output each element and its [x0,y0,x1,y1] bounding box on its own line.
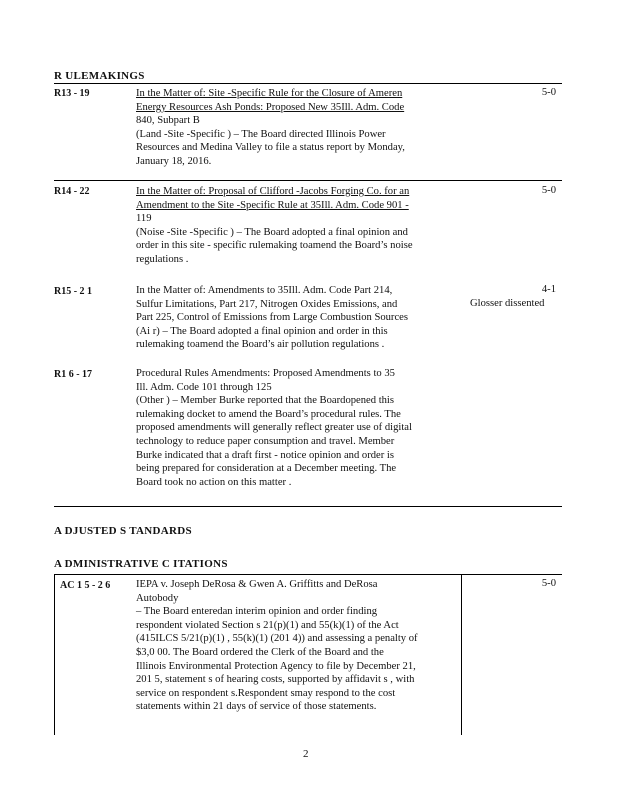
entry-body-line: (415ILCS 5/21(p)(1) , 55(k)(1) (201 4)) and assessing a penalty of [136,633,418,645]
vote-note: Glosser dissented [470,298,545,309]
entry-body-line: order in this site - specific rulemaking toamend the Board’s noise [136,240,413,252]
entry-body-line: technology to reduce paper consumption and travel. Member [136,435,395,447]
entry-body-line: Illinois Environmental Protection Agency to file by December 21, [136,660,416,672]
section-heading-rulemakings: R ULEMAKINGS [54,70,145,82]
entry-body-line: Ill. Adm. Code 101 through 125 [136,381,272,393]
entry-body-line: 201 5, statement s of hearing costs, supported by affidavit s , with [136,674,415,686]
entry-body-line: (Noise -Site -Specific ) – The Board adopted a final opinion and [136,226,408,238]
entry-body-line: 119 [136,213,152,225]
entry-body-line: January 18, 2016. [136,155,212,167]
page-number: 2 [303,748,309,760]
entry-body-line: IEPA v. Joseph DeRosa & Gwen A. Griffitts and DeRosa [136,579,378,590]
entry-body-line: proposed amendments will generally reflect greater use of digital [136,422,412,434]
entry-text [136,578,418,714]
entry-body-line: – The Board enteredan interim opinion and order finding [136,606,378,618]
vote-count: 4-1 [541,284,556,295]
entry-body-line: Board took no action on this matter . [136,476,292,488]
entry-body-line: Procedural Rules Amendments: Proposed Amendments to 35 [136,368,395,379]
section-rule [54,83,562,84]
entry-body-line: $3,0 00. The Board ordered the Clerk of the Board and the [136,646,384,658]
section-rule [54,506,562,507]
docket-number: R15 - 2 1 [54,286,93,297]
entry-body-line: regulations . [136,253,189,265]
entry-body-line: Burke indicated that a draft first - notice opinion and order is [136,449,394,461]
entry-body-line: 840, Subpart B [136,115,200,127]
vote-count: 5-0 [541,185,556,196]
entry-body-line: (Land -Site -Specific ) – The Board directed Illinois Power [136,128,386,140]
entry-text [136,185,413,267]
entry-text [136,367,412,489]
entry-title-line: Amendment to the Site -Specific Rule at 35Ill. Adm. Code 901 - [136,199,409,211]
docket-number: R13 - 19 [54,88,90,99]
entry-body-line: (Ai r) – The Board adopted a final opinion and order in this [136,325,388,337]
docket-number: R14 - 22 [54,186,90,197]
entry-body-line: rulemaking docket to amend the Board’s procedural rules. The [136,408,401,420]
entry-body-line: Resources and Medina Valley to file a status report by Monday, [136,142,405,154]
entry-title-line: Energy Resources Ash Ponds: Proposed New 35Ill. Adm. Code [136,101,405,113]
section-rule [54,574,562,575]
docket-number: R1 6 - 17 [54,369,93,380]
entry-body-line: respondent violated Section s 21(p)(1) and 55(k)(1) of the Act [136,619,399,631]
entry-body-line: Part 225, Control of Emissions from Large Combustion Sources [136,312,408,324]
vote-count: 5-0 [541,578,556,589]
entry-body-line: rulemaking toamend the Board’s air pollution regulations . [136,339,385,351]
vote-count: 5-0 [541,87,556,98]
entry-body-line: statements within 21 days of service of those statements. [136,701,377,713]
table-border-left [54,575,55,735]
entry-body-line: (Other ) – Member Burke reported that the Boardopened this [136,395,394,407]
entry-body-line: service on respondent s.Respondent smay respond to the cost [136,687,396,699]
entry-text [136,87,405,169]
entry-body-line: Autobody [136,592,179,604]
entry-title-line: In the Matter of: Site -Specific Rule for the Closure of Ameren [136,88,403,99]
entry-body-line: Sulfur Limitations, Part 217, Nitrogen Oxides Emissions, and [136,298,398,310]
docket-number: AC 1 5 - 2 6 [60,580,111,591]
section-heading-adjusted-standards: A DJUSTED S TANDARDS [54,525,192,537]
entry-body-line: being prepared for consideration at a December meeting. The [136,463,397,475]
entry-divider [54,180,562,181]
entry-body-line: In the Matter of: Amendments to 35Ill. Adm. Code Part 214, [136,285,393,296]
section-heading-administrative-citations: A DMINISTRATIVE C ITATIONS [54,558,228,570]
table-border-middle [461,575,462,735]
entry-title-line: In the Matter of: Proposal of Clifford -Jacobs Forging Co. for an [136,186,410,197]
entry-text [136,284,408,352]
